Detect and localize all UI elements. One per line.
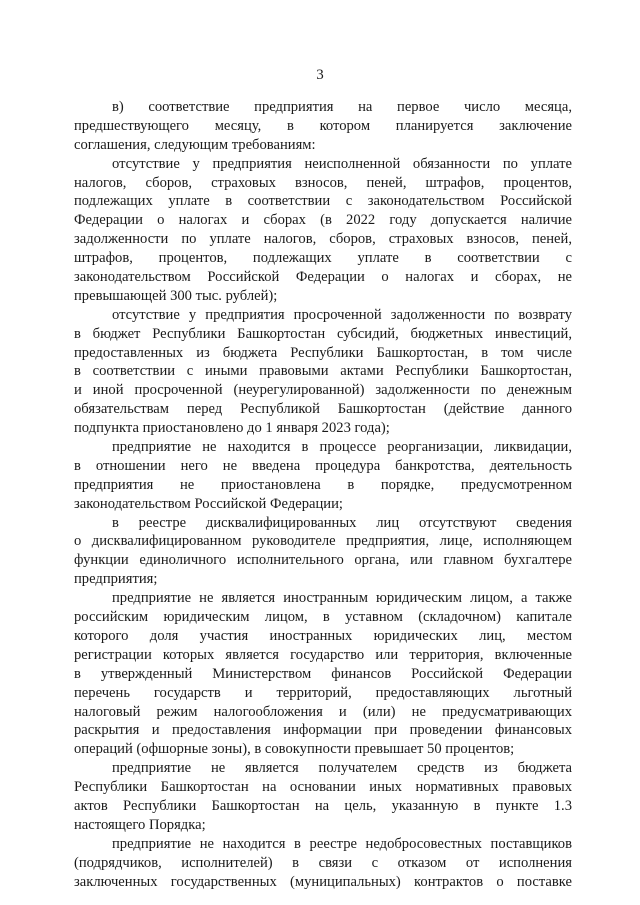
text-line: подпункта приостановлено до 1 января 2023 года); xyxy=(74,420,390,437)
text-line: предприятие не находится в процессе реорганизации, ликвидации, xyxy=(112,439,572,456)
text-line: Республики Башкортостан на основании иных нормативных правовых xyxy=(74,779,572,796)
text-line: Федерации о налогах и сборах (в 2022 году допускается наличие xyxy=(74,212,572,229)
text-line: предприятия; xyxy=(74,571,158,588)
text-line: законодательством Российской Федерации; xyxy=(74,495,343,512)
text-line: соглашения, следующим требованиям: xyxy=(74,136,316,153)
text-line: регистрации которых является государство или территория, включенные xyxy=(74,646,572,663)
text-line: отсутствие у предприятия неисполненной обязанности по уплате xyxy=(112,155,572,172)
document-body xyxy=(74,98,572,891)
text-line: в соответствии с иными правовыми актами Республики Башкортостан, xyxy=(74,363,572,380)
text-line: отсутствие у предприятия просроченной задолженности по возврату xyxy=(112,306,572,323)
text-line: раскрытия и предоставления информации при проведении финансовых xyxy=(74,722,572,739)
text-line: в утвержденный Министерством финансов Российской Федерации xyxy=(74,665,572,682)
text-line: (подрядчиков, исполнителей) в связи с отказом от исполнения xyxy=(74,854,572,871)
text-line: в реестре дисквалифицированных лиц отсутствуют сведения xyxy=(112,514,572,531)
text-line: предприятия не приостановлена в порядке, предусмотренном xyxy=(74,476,572,493)
text-line: штрафов, процентов, подлежащих уплате в соответствии с xyxy=(74,250,572,267)
text-line: в) соответствие предприятия на первое число месяца, xyxy=(112,99,572,115)
text-line: которого доля участия иностранных юридических лиц, местом xyxy=(74,627,572,644)
text-line: предприятие не является получателем средств из бюджета xyxy=(112,760,572,777)
text-line: предоставленных из бюджета Республики Башкортостан, в том числе xyxy=(74,344,572,361)
text-line: заключенных государственных (муниципальных) контрактов о поставке xyxy=(74,873,572,890)
text-line: предприятие не является иностранным юридическим лицом, а также xyxy=(112,590,572,607)
text-line: и иной просроченной (неурегулированной) задолженности по денежным xyxy=(74,382,572,399)
page-number: 3 xyxy=(316,67,324,83)
text-line: в бюджет Республики Башкортостан субсидий, бюджетных инвестиций, xyxy=(74,325,572,342)
text-line: предшествующего месяцу, в котором планируется заключение xyxy=(74,117,572,134)
text-line: обязательствам перед Республикой Башкортостан (действие данного xyxy=(74,401,572,418)
text-line: налоговый режим налогообложения и (или) не предусматривающих xyxy=(74,703,572,720)
text-line: законодательством Российской Федерации о налогах и сборах, не xyxy=(74,269,572,286)
text-line: превышающей 300 тыс. рублей); xyxy=(74,287,278,304)
text-line: предприятие не находится в реестре недобросовестных поставщиков xyxy=(112,835,572,852)
text-line: о дисквалифицированном руководителе предприятия, лице, исполняющем xyxy=(74,533,572,550)
text-line: функции единоличного исполнительного органа, или главном бухгалтере xyxy=(74,552,572,569)
text-line: операций (офшорные зоны), в совокупности превышает 50 процентов; xyxy=(74,741,515,758)
text-line: задолженности по уплате налогов, сборов, страховых взносов, пеней, xyxy=(74,231,572,248)
text-line: подлежащих уплате в соответствии с законодательством Российской xyxy=(74,193,572,210)
text-line: российским юридическим лицом, в уставном (складочном) капитале xyxy=(74,609,572,626)
text-line: актов Республики Башкортостан на цель, указанную в пункте 1.3 xyxy=(74,797,572,814)
text-line: перечень государств и территорий, предоставляющих льготный xyxy=(74,684,572,701)
text-line: настоящего Порядка; xyxy=(74,816,206,833)
text-line: налогов, сборов, страховых взносов, пеней, штрафов, процентов, xyxy=(74,174,572,191)
text-line: в отношении него не введена процедура банкротства, деятельность xyxy=(74,457,572,474)
